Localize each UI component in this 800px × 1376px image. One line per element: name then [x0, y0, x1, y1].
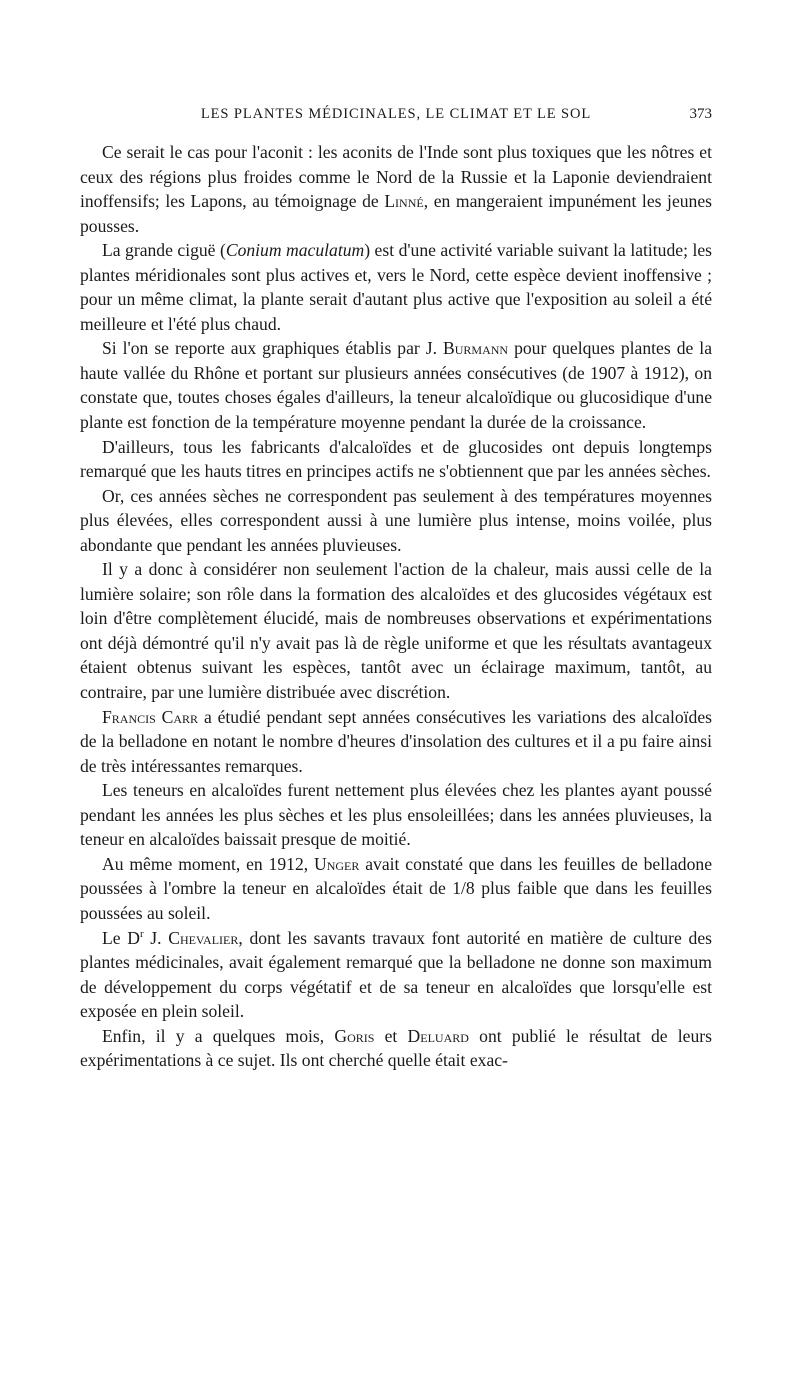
text-run: , en mangeraient impunément les jeunes pousses. [80, 191, 712, 236]
text-run: Le D [102, 927, 140, 948]
paragraph [80, 778, 712, 852]
text-run: La grande ciguë ( [102, 240, 226, 261]
text-run: Ce serait le cas pour l'aconit : les aconits de l'Inde sont plus toxiques que les nôtres et ceux des régions plus froides comme le Nord de la Russie et la Laponie deviendraient inoffensifs; les Lapons, au témoignage de [80, 142, 712, 212]
paragraph [80, 852, 712, 926]
superscript: r [139, 927, 144, 940]
running-title: LES PLANTES MÉDICINALES, LE CLIMAT ET LE SOL [200, 106, 592, 122]
text-run: a étudié pendant sept années consécutives les variations des alcaloïdes de la belladone en notant le nombre d'heures d'insolation des cultures et il a pu faire ainsi de très intéressantes remarques. [80, 706, 713, 776]
author-name: Francis Carr [102, 706, 199, 727]
author-name: Goris [334, 1025, 375, 1046]
page-number: 373 [689, 106, 712, 122]
author-name: Chevalier [168, 927, 239, 948]
text-run: pour quelques plantes de la haute vallée du Rhône et portant sur plusieurs années consécutives (de 1907 à 1912), on constate que, toutes choses égales d'ailleurs, la teneur alcaloïdique ou glucosidique d'une plante est fonction de la température moyenne pendant la durée de la croissance. [80, 338, 713, 433]
text-run: D'ailleurs, tous les fabricants d'alcaloïdes et de glucosides ont depuis longtemps remarqué que les hauts titres en principes actifs ne s'obtiennent que par les années sèches. [80, 436, 712, 482]
paragraph [80, 336, 712, 434]
text-run: et [374, 1025, 408, 1046]
paragraph [80, 926, 712, 1024]
running-head [80, 106, 712, 130]
paragraph [80, 435, 712, 484]
text-run: Au même moment, en 1912, [102, 853, 314, 874]
body-text [80, 140, 712, 1073]
paragraph [80, 1024, 712, 1073]
text-run: avait constaté que dans les feuilles de belladone poussées à l'ombre la teneur en alcaloïdes était de 1/8 plus faible que dans les feuilles poussées au soleil. [80, 853, 712, 923]
text-run: Les teneurs en alcaloïdes furent nettement plus élevées chez les plantes ayant poussé pendant les années les plus sèches et les plus ensoleillées; dans les années pluvieuses, la teneur en alcaloïdes baissait presque de moitié. [80, 780, 712, 850]
author-name: Burmann [443, 338, 509, 359]
text-run: Il y a donc à considérer non seulement l'action de la chaleur, mais aussi celle de la lumière solaire; son rôle dans la formation des alcaloïdes et des glucosides végétaux est loin d'être complètement élucidé, mais de nombreuses observations et expérimentations ont déjà démontré qu'il n'y avait pas là de règle uniforme et que les résultats avantageux étaient obtenus suivant les espèces, tantôt avec un éclairage maximum, tantôt, au contraire, par une lumière distribuée avec discrétion. [80, 559, 712, 703]
text-run: Or, ces années sèches ne correspondent pas seulement à des températures moyennes plus élevées, elles correspondent aussi à une lumière plus intense, moins voilée, plus abondante que pendant les années pluvieuses. [80, 485, 712, 555]
scientific-name: Conium maculatum [225, 240, 365, 261]
text-run: ) est d'une activité variable suivant la latitude; les plantes méridionales sont plus actives et, vers le Nord, cette espèce devient inoffensive ; pour un même climat, la plante serait d'autant plus active que l'exposition au soleil a été meilleure et l'été plus chaud. [80, 240, 712, 334]
paragraph [80, 238, 712, 336]
author-name: Unger [314, 853, 360, 874]
paragraph [80, 140, 712, 238]
text-run: J. [143, 927, 169, 948]
paragraph [80, 484, 712, 558]
text-run: Si l'on se reporte aux graphiques établis par J. [102, 338, 444, 359]
author-name: Deluard [407, 1025, 469, 1046]
author-name: Linné [384, 191, 424, 212]
paragraph [80, 705, 712, 779]
paragraph [80, 557, 712, 704]
text-run: Enfin, il y a quelques mois, [102, 1025, 335, 1046]
text-run: ont publié le résultat de leurs expérimentations à ce sujet. Ils ont cherché quelle était exac- [80, 1025, 712, 1071]
text-run: , dont les savants travaux font autorité en matière de culture des plantes médicinales, avait également remarqué que la belladone ne donne son maximum de développement du corps végétatif et de sa teneur en alcaloïdes que lorsqu'elle est exposée en plein soleil. [80, 927, 712, 1022]
